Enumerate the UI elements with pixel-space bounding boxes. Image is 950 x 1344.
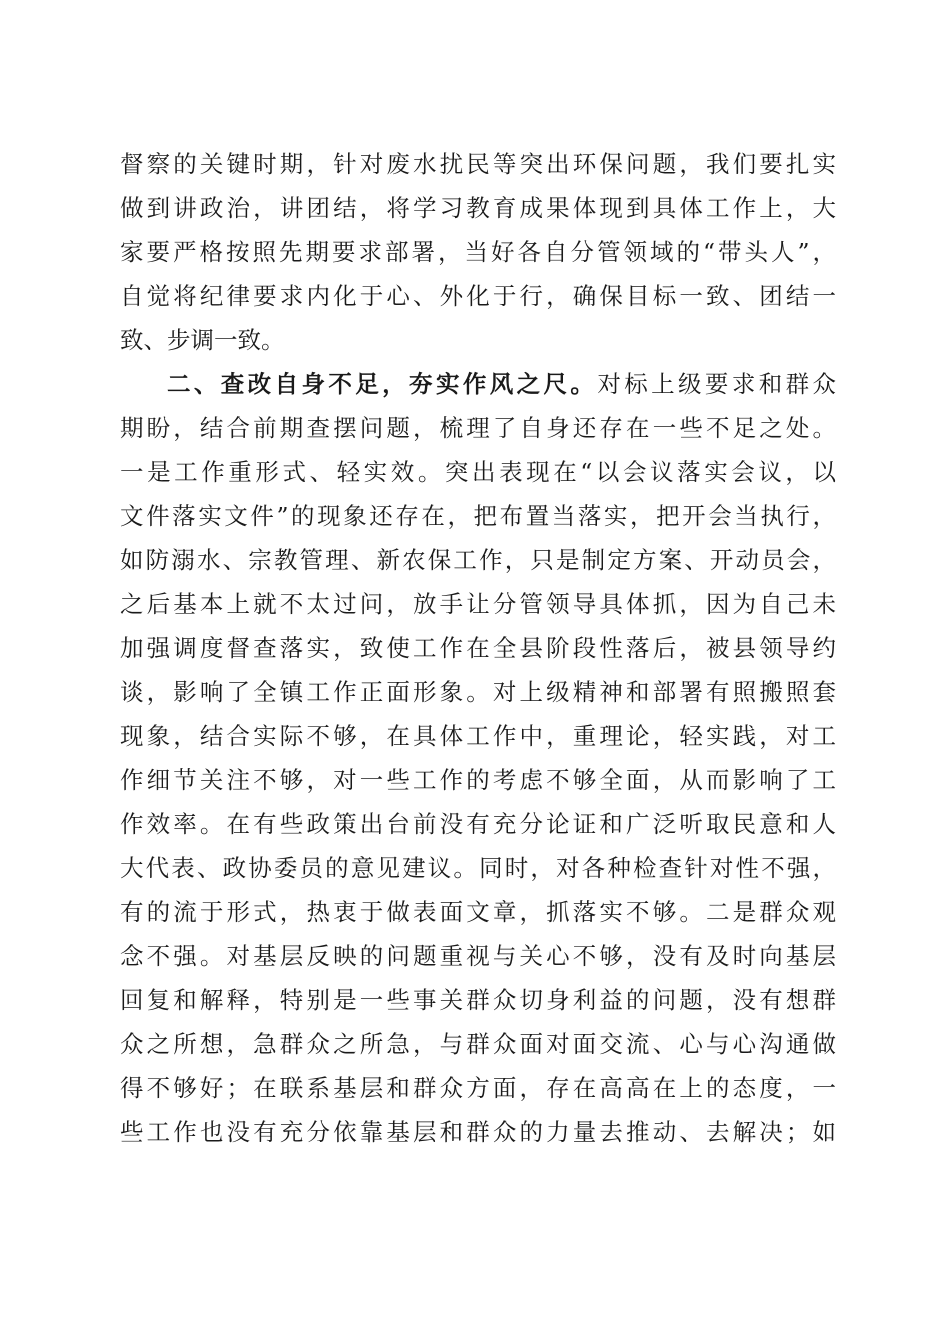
paragraph-line: 家要严格按照先期要求部署，当好各自分管领域的“带头人”， [120,238,836,266]
section-heading-line [167,362,836,406]
section-heading: 二、查改自身不足，夯实作风之尺。 [167,370,598,398]
paragraph-line: 文件落实文件”的现象还存在，把布置当落实，把开会当执行， [120,502,836,530]
paragraph-line: 有的流于形式，热衷于做表面文章，抓落实不够。二是群众观 [120,898,836,926]
paragraph-line: 督察的关键时期，针对废水扰民等突出环保问题，我们要扎实 [120,150,836,178]
paragraph-line: 回复和解释，特别是一些事关群众切身利益的问题，没有想群 [120,986,836,1014]
section-heading-rest: 对标上级要求和群众 [597,370,837,398]
paragraph-line: 致、步调一致。 [120,326,285,354]
paragraph-line: 众之所想，急群众之所急，与群众面对面交流、心与心沟通做 [120,1030,836,1058]
paragraph-line: 作细节关注不够，对一些工作的考虑不够全面，从而影响了工 [120,766,836,794]
paragraph-line: 大代表、政协委员的意见建议。同时，对各种检查针对性不强， [120,854,836,882]
paragraph-line: 如防溺水、宗教管理、新农保工作，只是制定方案、开动员会， [120,546,836,574]
paragraph-line: 些工作也没有充分依靠基层和群众的力量去推动、去解决；如 [120,1118,836,1146]
paragraph-line: 念不强。对基层反映的问题重视与关心不够，没有及时向基层 [120,942,836,970]
paragraph-line: 得不够好；在联系基层和群众方面，存在高高在上的态度，一 [120,1074,836,1102]
paragraph-line: 之后基本上就不太过问，放手让分管领导具体抓，因为自己未 [120,590,836,618]
paragraph-line: 作效率。在有些政策出台前没有充分论证和广泛听取民意和人 [120,810,836,838]
paragraph-line: 谈，影响了全镇工作正面形象。对上级精神和部署有照搬照套 [120,678,836,706]
paragraph-line: 做到讲政治，讲团结，将学习教育成果体现到具体工作上，大 [120,194,836,222]
paragraph-line: 现象，结合实际不够，在具体工作中，重理论，轻实践，对工 [120,722,836,750]
paragraph-line: 加强调度督查落实，致使工作在全县阶段性落后，被县领导约 [120,634,836,662]
paragraph-line: 一是工作重形式、轻实效。突出表现在“以会议落实会议，以 [120,458,836,486]
paragraph-line: 期盼，结合前期查摆问题，梳理了自身还存在一些不足之处。 [120,414,836,442]
paragraph-line: 自觉将纪律要求内化于心、外化于行，确保目标一致、团结一 [120,282,836,310]
